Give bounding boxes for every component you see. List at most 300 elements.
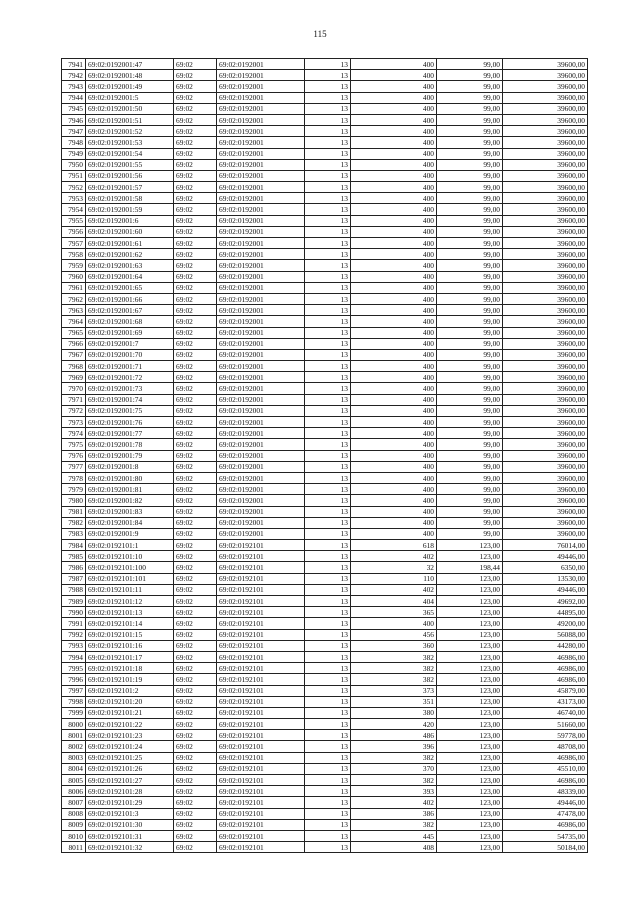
table-row bbox=[62, 573, 588, 584]
cadastral-value-cell: 56088,00 bbox=[503, 629, 588, 640]
area-cell: 400 bbox=[351, 92, 437, 103]
row-number-cell: 7984 bbox=[62, 540, 86, 551]
cadastral-number-cell: 69:02:0192001:76 bbox=[86, 417, 174, 428]
table-row bbox=[62, 439, 588, 450]
area-cell: 400 bbox=[351, 327, 437, 338]
category-code-cell: 13 bbox=[305, 584, 351, 595]
area-cell: 420 bbox=[351, 719, 437, 730]
category-code-cell: 13 bbox=[305, 260, 351, 271]
district-code-cell: 69:02 bbox=[174, 316, 217, 327]
category-code-cell: 13 bbox=[305, 730, 351, 741]
category-code-cell: 13 bbox=[305, 159, 351, 170]
quarter-number-cell: 69:02:0192101 bbox=[217, 707, 305, 718]
district-code-cell: 69:02 bbox=[174, 607, 217, 618]
district-code-cell: 69:02 bbox=[174, 752, 217, 763]
table-row bbox=[62, 763, 588, 774]
specific-value-cell: 99,00 bbox=[437, 417, 503, 428]
category-code-cell: 13 bbox=[305, 707, 351, 718]
cadastral-value-cell: 39600,00 bbox=[503, 528, 588, 539]
cadastral-value-cell: 44280,00 bbox=[503, 640, 588, 651]
area-cell: 402 bbox=[351, 797, 437, 808]
cadastral-value-cell: 59778,00 bbox=[503, 730, 588, 741]
cadastral-number-cell: 69:02:0192001:83 bbox=[86, 506, 174, 517]
cadastral-value-cell: 49446,00 bbox=[503, 584, 588, 595]
area-cell: 400 bbox=[351, 81, 437, 92]
table-row bbox=[62, 170, 588, 181]
cadastral-number-cell: 69:02:0192001:70 bbox=[86, 349, 174, 360]
cadastral-number-cell: 69:02:0192101:28 bbox=[86, 786, 174, 797]
category-code-cell: 13 bbox=[305, 786, 351, 797]
cadastral-value-cell: 46986,00 bbox=[503, 651, 588, 662]
district-code-cell: 69:02 bbox=[174, 349, 217, 360]
category-code-cell: 13 bbox=[305, 182, 351, 193]
district-code-cell: 69:02 bbox=[174, 517, 217, 528]
area-cell: 382 bbox=[351, 819, 437, 830]
row-number-cell: 7996 bbox=[62, 674, 86, 685]
category-code-cell: 13 bbox=[305, 148, 351, 159]
district-code-cell: 69:02 bbox=[174, 696, 217, 707]
row-number-cell: 7951 bbox=[62, 170, 86, 181]
cadastral-number-cell: 69:02:0192101:3 bbox=[86, 808, 174, 819]
category-code-cell: 13 bbox=[305, 394, 351, 405]
category-code-cell: 13 bbox=[305, 484, 351, 495]
table-row bbox=[62, 629, 588, 640]
quarter-number-cell: 69:02:0192001 bbox=[217, 114, 305, 125]
cadastral-number-cell: 69:02:0192001:66 bbox=[86, 293, 174, 304]
district-code-cell: 69:02 bbox=[174, 730, 217, 741]
quarter-number-cell: 69:02:0192101 bbox=[217, 741, 305, 752]
category-code-cell: 13 bbox=[305, 808, 351, 819]
row-number-cell: 8009 bbox=[62, 819, 86, 830]
cadastral-value-cell: 39600,00 bbox=[503, 204, 588, 215]
quarter-number-cell: 69:02:0192101 bbox=[217, 584, 305, 595]
district-code-cell: 69:02 bbox=[174, 842, 217, 853]
table-row bbox=[62, 719, 588, 730]
area-cell: 382 bbox=[351, 775, 437, 786]
row-number-cell: 7974 bbox=[62, 428, 86, 439]
district-code-cell: 69:02 bbox=[174, 830, 217, 841]
specific-value-cell: 198,44 bbox=[437, 562, 503, 573]
district-code-cell: 69:02 bbox=[174, 663, 217, 674]
category-code-cell: 13 bbox=[305, 305, 351, 316]
table-row bbox=[62, 249, 588, 260]
specific-value-cell: 99,00 bbox=[437, 383, 503, 394]
cadastral-value-cell: 39600,00 bbox=[503, 338, 588, 349]
district-code-cell: 69:02 bbox=[174, 685, 217, 696]
row-number-cell: 7995 bbox=[62, 663, 86, 674]
cadastral-value-cell: 46986,00 bbox=[503, 752, 588, 763]
table-row bbox=[62, 540, 588, 551]
specific-value-cell: 99,00 bbox=[437, 506, 503, 517]
row-number-cell: 8003 bbox=[62, 752, 86, 763]
cadastral-number-cell: 69:02:0192101:20 bbox=[86, 696, 174, 707]
quarter-number-cell: 69:02:0192101 bbox=[217, 551, 305, 562]
cadastral-number-cell: 69:02:0192001:58 bbox=[86, 193, 174, 204]
cadastral-value-table bbox=[61, 58, 588, 853]
area-cell: 402 bbox=[351, 584, 437, 595]
table-row bbox=[62, 596, 588, 607]
district-code-cell: 69:02 bbox=[174, 327, 217, 338]
cadastral-number-cell: 69:02:0192001:5 bbox=[86, 92, 174, 103]
quarter-number-cell: 69:02:0192101 bbox=[217, 607, 305, 618]
cadastral-value-cell: 39600,00 bbox=[503, 495, 588, 506]
quarter-number-cell: 69:02:0192001 bbox=[217, 204, 305, 215]
quarter-number-cell: 69:02:0192001 bbox=[217, 92, 305, 103]
cadastral-number-cell: 69:02:0192101:13 bbox=[86, 607, 174, 618]
specific-value-cell: 99,00 bbox=[437, 114, 503, 125]
table-row bbox=[62, 372, 588, 383]
area-cell: 400 bbox=[351, 70, 437, 81]
table-row bbox=[62, 81, 588, 92]
row-number-cell: 7960 bbox=[62, 271, 86, 282]
quarter-number-cell: 69:02:0192001 bbox=[217, 238, 305, 249]
category-code-cell: 13 bbox=[305, 528, 351, 539]
cadastral-number-cell: 69:02:0192001:65 bbox=[86, 282, 174, 293]
row-number-cell: 7978 bbox=[62, 472, 86, 483]
quarter-number-cell: 69:02:0192001 bbox=[217, 137, 305, 148]
cadastral-number-cell: 69:02:0192101:22 bbox=[86, 719, 174, 730]
district-code-cell: 69:02 bbox=[174, 405, 217, 416]
cadastral-number-cell: 69:02:0192001:64 bbox=[86, 271, 174, 282]
category-code-cell: 13 bbox=[305, 461, 351, 472]
area-cell: 110 bbox=[351, 573, 437, 584]
quarter-number-cell: 69:02:0192001 bbox=[217, 484, 305, 495]
row-number-cell: 7942 bbox=[62, 70, 86, 81]
category-code-cell: 13 bbox=[305, 629, 351, 640]
category-code-cell: 13 bbox=[305, 540, 351, 551]
quarter-number-cell: 69:02:0192001 bbox=[217, 271, 305, 282]
category-code-cell: 13 bbox=[305, 819, 351, 830]
category-code-cell: 13 bbox=[305, 70, 351, 81]
quarter-number-cell: 69:02:0192101 bbox=[217, 819, 305, 830]
cadastral-number-cell: 69:02:0192001:9 bbox=[86, 528, 174, 539]
table-row bbox=[62, 618, 588, 629]
specific-value-cell: 99,00 bbox=[437, 226, 503, 237]
cadastral-number-cell: 69:02:0192001:56 bbox=[86, 170, 174, 181]
quarter-number-cell: 69:02:0192101 bbox=[217, 540, 305, 551]
district-code-cell: 69:02 bbox=[174, 226, 217, 237]
cadastral-number-cell: 69:02:0192001:54 bbox=[86, 148, 174, 159]
cadastral-value-cell: 76014,00 bbox=[503, 540, 588, 551]
area-cell: 400 bbox=[351, 170, 437, 181]
category-code-cell: 13 bbox=[305, 417, 351, 428]
category-code-cell: 13 bbox=[305, 215, 351, 226]
cadastral-value-cell: 39600,00 bbox=[503, 316, 588, 327]
area-cell: 393 bbox=[351, 786, 437, 797]
specific-value-cell: 99,00 bbox=[437, 148, 503, 159]
area-cell: 400 bbox=[351, 618, 437, 629]
specific-value-cell: 99,00 bbox=[437, 70, 503, 81]
specific-value-cell: 123,00 bbox=[437, 685, 503, 696]
category-code-cell: 13 bbox=[305, 349, 351, 360]
table-row bbox=[62, 607, 588, 618]
cadastral-number-cell: 69:02:0192001:57 bbox=[86, 182, 174, 193]
specific-value-cell: 99,00 bbox=[437, 394, 503, 405]
cadastral-number-cell: 69:02:0192001:72 bbox=[86, 372, 174, 383]
quarter-number-cell: 69:02:0192101 bbox=[217, 763, 305, 774]
table-row bbox=[62, 338, 588, 349]
quarter-number-cell: 69:02:0192001 bbox=[217, 383, 305, 394]
row-number-cell: 7980 bbox=[62, 495, 86, 506]
quarter-number-cell: 69:02:0192101 bbox=[217, 730, 305, 741]
cadastral-number-cell: 69:02:0192001:61 bbox=[86, 238, 174, 249]
table-row bbox=[62, 551, 588, 562]
row-number-cell: 7955 bbox=[62, 215, 86, 226]
cadastral-value-cell: 39600,00 bbox=[503, 249, 588, 260]
table-row bbox=[62, 405, 588, 416]
quarter-number-cell: 69:02:0192001 bbox=[217, 126, 305, 137]
cadastral-number-cell: 69:02:0192101:21 bbox=[86, 707, 174, 718]
quarter-number-cell: 69:02:0192001 bbox=[217, 249, 305, 260]
cadastral-value-cell: 39600,00 bbox=[503, 349, 588, 360]
row-number-cell: 8005 bbox=[62, 775, 86, 786]
area-cell: 400 bbox=[351, 126, 437, 137]
quarter-number-cell: 69:02:0192001 bbox=[217, 215, 305, 226]
quarter-number-cell: 69:02:0192001 bbox=[217, 405, 305, 416]
table-row bbox=[62, 59, 588, 70]
quarter-number-cell: 69:02:0192001 bbox=[217, 417, 305, 428]
district-code-cell: 69:02 bbox=[174, 741, 217, 752]
district-code-cell: 69:02 bbox=[174, 59, 217, 70]
quarter-number-cell: 69:02:0192001 bbox=[217, 461, 305, 472]
cadastral-value-cell: 39600,00 bbox=[503, 450, 588, 461]
cadastral-value-cell: 49200,00 bbox=[503, 618, 588, 629]
quarter-number-cell: 69:02:0192101 bbox=[217, 674, 305, 685]
district-code-cell: 69:02 bbox=[174, 305, 217, 316]
area-cell: 400 bbox=[351, 226, 437, 237]
cadastral-number-cell: 69:02:0192001:50 bbox=[86, 103, 174, 114]
row-number-cell: 8006 bbox=[62, 786, 86, 797]
district-code-cell: 69:02 bbox=[174, 372, 217, 383]
row-number-cell: 8011 bbox=[62, 842, 86, 853]
cadastral-value-cell: 39600,00 bbox=[503, 383, 588, 394]
district-code-cell: 69:02 bbox=[174, 551, 217, 562]
cadastral-value-cell: 54735,00 bbox=[503, 830, 588, 841]
cadastral-number-cell: 69:02:0192101:101 bbox=[86, 573, 174, 584]
cadastral-number-cell: 69:02:0192001:79 bbox=[86, 450, 174, 461]
cadastral-value-cell: 46986,00 bbox=[503, 775, 588, 786]
row-number-cell: 7987 bbox=[62, 573, 86, 584]
specific-value-cell: 123,00 bbox=[437, 651, 503, 662]
quarter-number-cell: 69:02:0192001 bbox=[217, 305, 305, 316]
district-code-cell: 69:02 bbox=[174, 584, 217, 595]
table-row bbox=[62, 238, 588, 249]
table-row bbox=[62, 193, 588, 204]
area-cell: 400 bbox=[351, 159, 437, 170]
district-code-cell: 69:02 bbox=[174, 114, 217, 125]
category-code-cell: 13 bbox=[305, 741, 351, 752]
district-code-cell: 69:02 bbox=[174, 640, 217, 651]
cadastral-number-cell: 69:02:0192001:60 bbox=[86, 226, 174, 237]
cadastral-number-cell: 69:02:0192001:55 bbox=[86, 159, 174, 170]
cadastral-number-cell: 69:02:0192001:71 bbox=[86, 361, 174, 372]
row-number-cell: 7966 bbox=[62, 338, 86, 349]
cadastral-number-cell: 69:02:0192101:19 bbox=[86, 674, 174, 685]
area-cell: 365 bbox=[351, 607, 437, 618]
district-code-cell: 69:02 bbox=[174, 707, 217, 718]
cadastral-number-cell: 69:02:0192001:73 bbox=[86, 383, 174, 394]
cadastral-value-cell: 46740,00 bbox=[503, 707, 588, 718]
cadastral-value-cell: 39600,00 bbox=[503, 92, 588, 103]
row-number-cell: 7999 bbox=[62, 707, 86, 718]
cadastral-value-cell: 39600,00 bbox=[503, 215, 588, 226]
quarter-number-cell: 69:02:0192101 bbox=[217, 663, 305, 674]
cadastral-number-cell: 69:02:0192101:27 bbox=[86, 775, 174, 786]
specific-value-cell: 123,00 bbox=[437, 584, 503, 595]
table-body bbox=[62, 59, 588, 853]
cadastral-value-cell: 39600,00 bbox=[503, 461, 588, 472]
specific-value-cell: 123,00 bbox=[437, 830, 503, 841]
quarter-number-cell: 69:02:0192101 bbox=[217, 786, 305, 797]
district-code-cell: 69:02 bbox=[174, 260, 217, 271]
table-row bbox=[62, 808, 588, 819]
specific-value-cell: 123,00 bbox=[437, 629, 503, 640]
cadastral-value-cell: 50184,00 bbox=[503, 842, 588, 853]
cadastral-number-cell: 69:02:0192001:75 bbox=[86, 405, 174, 416]
category-code-cell: 13 bbox=[305, 763, 351, 774]
quarter-number-cell: 69:02:0192001 bbox=[217, 338, 305, 349]
cadastral-number-cell: 69:02:0192001:52 bbox=[86, 126, 174, 137]
category-code-cell: 13 bbox=[305, 137, 351, 148]
category-code-cell: 13 bbox=[305, 338, 351, 349]
specific-value-cell: 99,00 bbox=[437, 81, 503, 92]
category-code-cell: 13 bbox=[305, 797, 351, 808]
district-code-cell: 69:02 bbox=[174, 629, 217, 640]
quarter-number-cell: 69:02:0192101 bbox=[217, 629, 305, 640]
specific-value-cell: 99,00 bbox=[437, 260, 503, 271]
row-number-cell: 7992 bbox=[62, 629, 86, 640]
table-row bbox=[62, 786, 588, 797]
cadastral-value-cell: 43173,00 bbox=[503, 696, 588, 707]
cadastral-value-cell: 45510,00 bbox=[503, 763, 588, 774]
area-cell: 351 bbox=[351, 696, 437, 707]
cadastral-value-cell: 49692,00 bbox=[503, 596, 588, 607]
table-row bbox=[62, 752, 588, 763]
category-code-cell: 13 bbox=[305, 551, 351, 562]
specific-value-cell: 99,00 bbox=[437, 170, 503, 181]
category-code-cell: 13 bbox=[305, 204, 351, 215]
category-code-cell: 13 bbox=[305, 596, 351, 607]
cadastral-value-cell: 51660,00 bbox=[503, 719, 588, 730]
cadastral-number-cell: 69:02:0192101:2 bbox=[86, 685, 174, 696]
quarter-number-cell: 69:02:0192101 bbox=[217, 830, 305, 841]
row-number-cell: 7997 bbox=[62, 685, 86, 696]
table-row bbox=[62, 674, 588, 685]
specific-value-cell: 123,00 bbox=[437, 540, 503, 551]
quarter-number-cell: 69:02:0192001 bbox=[217, 293, 305, 304]
row-number-cell: 7952 bbox=[62, 182, 86, 193]
cadastral-number-cell: 69:02:0192001:47 bbox=[86, 59, 174, 70]
category-code-cell: 13 bbox=[305, 450, 351, 461]
category-code-cell: 13 bbox=[305, 472, 351, 483]
specific-value-cell: 99,00 bbox=[437, 193, 503, 204]
category-code-cell: 13 bbox=[305, 719, 351, 730]
table-row bbox=[62, 685, 588, 696]
specific-value-cell: 99,00 bbox=[437, 238, 503, 249]
table-row bbox=[62, 70, 588, 81]
area-cell: 360 bbox=[351, 640, 437, 651]
quarter-number-cell: 69:02:0192001 bbox=[217, 506, 305, 517]
table-row bbox=[62, 260, 588, 271]
row-number-cell: 7976 bbox=[62, 450, 86, 461]
row-number-cell: 7975 bbox=[62, 439, 86, 450]
cadastral-value-cell: 39600,00 bbox=[503, 417, 588, 428]
cadastral-number-cell: 69:02:0192101:16 bbox=[86, 640, 174, 651]
cadastral-value-cell: 46986,00 bbox=[503, 819, 588, 830]
cadastral-value-cell: 39600,00 bbox=[503, 260, 588, 271]
specific-value-cell: 123,00 bbox=[437, 707, 503, 718]
cadastral-value-cell: 39600,00 bbox=[503, 405, 588, 416]
cadastral-number-cell: 69:02:0192101:23 bbox=[86, 730, 174, 741]
district-code-cell: 69:02 bbox=[174, 293, 217, 304]
table-row bbox=[62, 159, 588, 170]
row-number-cell: 7982 bbox=[62, 517, 86, 528]
specific-value-cell: 123,00 bbox=[437, 763, 503, 774]
table-row bbox=[62, 730, 588, 741]
quarter-number-cell: 69:02:0192001 bbox=[217, 260, 305, 271]
district-code-cell: 69:02 bbox=[174, 170, 217, 181]
specific-value-cell: 99,00 bbox=[437, 428, 503, 439]
row-number-cell: 7986 bbox=[62, 562, 86, 573]
category-code-cell: 13 bbox=[305, 170, 351, 181]
district-code-cell: 69:02 bbox=[174, 495, 217, 506]
table-row bbox=[62, 528, 588, 539]
district-code-cell: 69:02 bbox=[174, 472, 217, 483]
cadastral-value-cell: 46986,00 bbox=[503, 674, 588, 685]
area-cell: 400 bbox=[351, 238, 437, 249]
area-cell: 400 bbox=[351, 305, 437, 316]
district-code-cell: 69:02 bbox=[174, 182, 217, 193]
table-row bbox=[62, 506, 588, 517]
quarter-number-cell: 69:02:0192101 bbox=[217, 719, 305, 730]
specific-value-cell: 123,00 bbox=[437, 573, 503, 584]
row-number-cell: 7969 bbox=[62, 372, 86, 383]
row-number-cell: 7946 bbox=[62, 114, 86, 125]
row-number-cell: 7950 bbox=[62, 159, 86, 170]
table-row bbox=[62, 204, 588, 215]
specific-value-cell: 123,00 bbox=[437, 640, 503, 651]
district-code-cell: 69:02 bbox=[174, 249, 217, 260]
row-number-cell: 7967 bbox=[62, 349, 86, 360]
cadastral-number-cell: 69:02:0192101:25 bbox=[86, 752, 174, 763]
quarter-number-cell: 69:02:0192101 bbox=[217, 842, 305, 853]
table-row bbox=[62, 830, 588, 841]
quarter-number-cell: 69:02:0192001 bbox=[217, 361, 305, 372]
row-number-cell: 8001 bbox=[62, 730, 86, 741]
category-code-cell: 13 bbox=[305, 428, 351, 439]
cadastral-number-cell: 69:02:0192001:59 bbox=[86, 204, 174, 215]
category-code-cell: 13 bbox=[305, 752, 351, 763]
row-number-cell: 7962 bbox=[62, 293, 86, 304]
cadastral-value-cell: 39600,00 bbox=[503, 327, 588, 338]
specific-value-cell: 123,00 bbox=[437, 618, 503, 629]
category-code-cell: 13 bbox=[305, 674, 351, 685]
cadastral-number-cell: 69:02:0192101:18 bbox=[86, 663, 174, 674]
table-row bbox=[62, 226, 588, 237]
specific-value-cell: 123,00 bbox=[437, 607, 503, 618]
category-code-cell: 13 bbox=[305, 59, 351, 70]
cadastral-value-cell: 39600,00 bbox=[503, 439, 588, 450]
district-code-cell: 69:02 bbox=[174, 484, 217, 495]
area-cell: 400 bbox=[351, 338, 437, 349]
row-number-cell: 7961 bbox=[62, 282, 86, 293]
quarter-number-cell: 69:02:0192001 bbox=[217, 528, 305, 539]
quarter-number-cell: 69:02:0192101 bbox=[217, 775, 305, 786]
table-row bbox=[62, 126, 588, 137]
row-number-cell: 7989 bbox=[62, 596, 86, 607]
table-row bbox=[62, 461, 588, 472]
district-code-cell: 69:02 bbox=[174, 797, 217, 808]
